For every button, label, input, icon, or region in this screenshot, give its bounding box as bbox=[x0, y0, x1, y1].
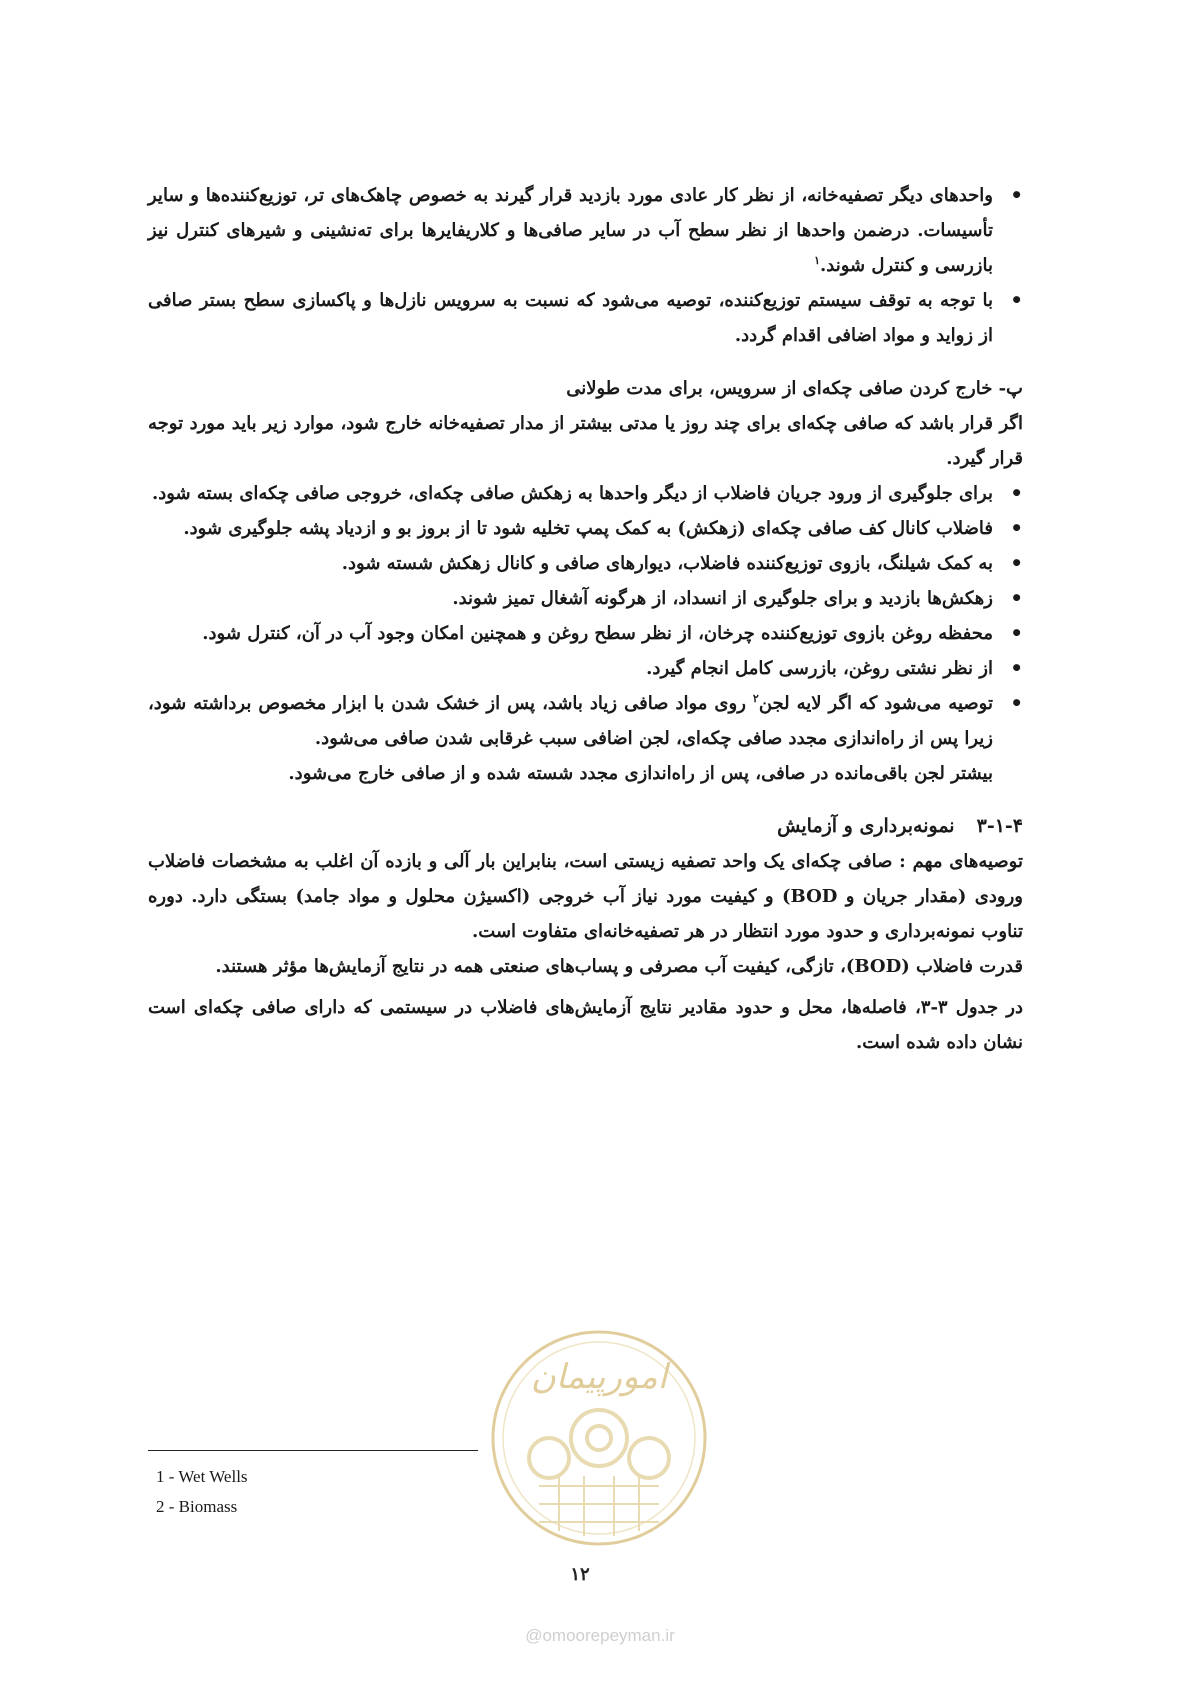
list-item: • برای جلوگیری از ورود جریان فاضلاب از دیگر واحدها به زهکش صافی چکه‌ای، خروجی صافی چکه‌ای بسته شود. bbox=[148, 476, 1023, 511]
footnote-marker: ۱ bbox=[814, 254, 820, 267]
footnote-2: 2 - Biomass bbox=[156, 1497, 238, 1516]
footnote-marker: ۲ bbox=[752, 692, 759, 705]
footnote-1: 1 - Wet Wells bbox=[156, 1467, 248, 1486]
section-b-note: بیشتر لجن باقی‌مانده در صافی، پس از راه‌اندازی مجدد شسته شده و از صافی خارج می‌شود. bbox=[288, 763, 993, 784]
footnotes bbox=[156, 1462, 248, 1522]
list-item: • محفظه روغن بازوی توزیع‌کننده چرخان، از نظر سطح روغن و همچنین امکان وجود آب در آن، کنترل شود. bbox=[148, 616, 1023, 651]
list-item: • به کمک شیلنگ، بازوی توزیع‌کننده فاضلاب، دیوارهای صافی و کانال زهکش شسته شود. bbox=[148, 546, 1023, 581]
section-b-bullet-list bbox=[148, 476, 1023, 756]
section-paragraph-3: در جدول ۳-۳، فاصله‌ها، محل و حدود مقادیر نتایج آزمایش‌های فاضلاب در سیستمی که دارای صافی چکه‌ای است نشان داده شده است. bbox=[148, 997, 1023, 1053]
list-item: • از نظر نشتی روغن، بازرسی کامل انجام گیرد. bbox=[148, 651, 1023, 686]
top-bullet-list bbox=[148, 178, 1023, 353]
watermark-caption: @omoorepeyman.ir bbox=[525, 1626, 675, 1645]
list-item-sludge bbox=[148, 686, 1023, 756]
bullet-nozzle-service bbox=[148, 283, 1023, 353]
section-paragraph-1: توصیه‌های مهم : صافی چکه‌ای یک واحد تصفیه زیستی است، بنابراین بار آلی و بازده آن اغلب به مشخصات فاضلاب ورودی (مقدار جریان و BOD) و کیفیت مورد نیاز آب خروجی (اکسیژن محلول و مواد جامد) بستگی دارد. دوره تناوب نمونه‌برداری و حدود مورد انتظار در هر تصفیه‌خانه‌ای متفاوت است. bbox=[148, 851, 1023, 942]
watermark-logo bbox=[487, 1326, 711, 1550]
list-item: • زهکش‌ها بازدید و برای جلوگیری از انسداد، از هرگونه آشغال تمیز شوند. bbox=[148, 581, 1023, 616]
grid-icon bbox=[539, 1476, 659, 1536]
bullet-other-units bbox=[148, 178, 1023, 283]
bullet-text-after: روی مواد صافی زیاد باشد، پس از خشک شدن با ابزار مخصوص برداشته شود، زیرا پس از راه‌اندازی مجدد صافی چکه‌ای، لجن اضافی سبب غرقابی شدن صافی می‌شود. bbox=[148, 693, 993, 749]
bullet-text: واحدهای دیگر تصفیه‌خانه، از نظر کار عادی مورد بازدید قرار گیرند به خصوص چاهک‌های تر، توزیع‌کننده‌ها و سایر تأسیسات. درضمن واحدها از نظر سطح آب در سایر صافی‌ها و کلاریفایرها برای ته‌نشینی و شیرهای کنترل نیز بازرسی و کنترل شوند. bbox=[148, 185, 993, 276]
main-text bbox=[148, 178, 1023, 1060]
section-b bbox=[148, 371, 1023, 791]
list-item: • فاضلاب کانال کف صافی چکه‌ای (زهکش) به کمک پمپ تخلیه شود تا از بروز بو و ازدیاد پشه جلوگیری شود. bbox=[148, 511, 1023, 546]
section-heading bbox=[148, 809, 1023, 844]
section-b-intro: اگر قرار باشد که صافی چکه‌ای برای چند روز یا مدتی بیشتر از مدار تصفیه‌خانه خارج شود، موارد زیر باید مورد توجه قرار گیرد. bbox=[148, 413, 1023, 469]
section-paragraph-2: قدرت فاضلاب (BOD)، تازگی، کیفیت آب مصرفی و پساب‌های صنعتی همه در نتایج آزمایش‌ها مؤثر هستند. bbox=[215, 956, 1023, 977]
footnote-divider bbox=[148, 1450, 478, 1451]
section-number: ۳-۱-۴ bbox=[976, 815, 1023, 837]
page-number: ۱۲ bbox=[570, 1564, 590, 1585]
section-title: نمونه‌برداری و آزمایش bbox=[777, 815, 955, 837]
bullet-text-before: توصیه می‌شود که اگر لایه لجن bbox=[758, 693, 993, 714]
gear-icon bbox=[529, 1410, 669, 1478]
section-b-title: پ- خارج کردن صافی چکه‌ای از سرویس، برای مدت طولانی bbox=[566, 378, 1023, 399]
watermark-logo-text: امورپیمان bbox=[530, 1357, 668, 1397]
bullet-text: با توجه به توقف سیستم توزیع‌کننده، توصیه می‌شود که نسبت به سرویس نازل‌ها و پاکسازی سطح بستر صافی از زواید و مواد اضافی اقدام گردد. bbox=[148, 290, 993, 346]
